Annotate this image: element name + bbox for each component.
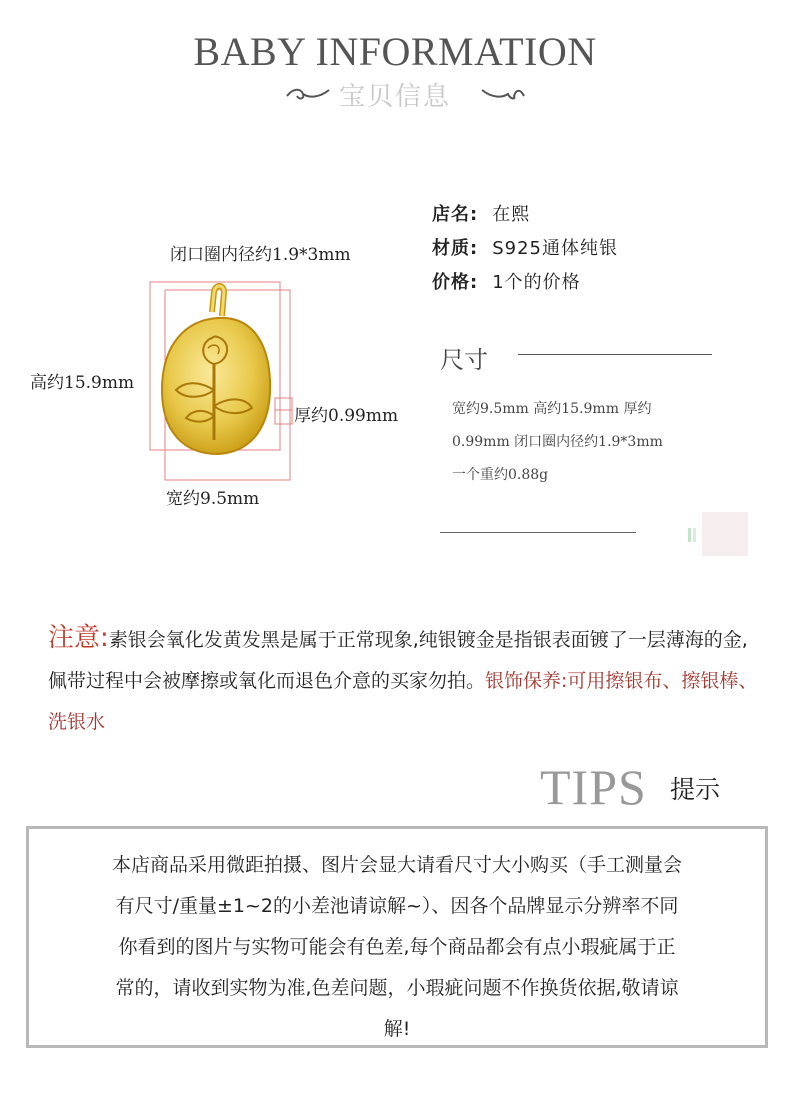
info-row-shop — [432, 200, 530, 226]
tips-heading-cn: 提示 — [670, 775, 721, 804]
info-row-material — [432, 234, 618, 260]
dim-height-label: 高约15.9mm — [30, 373, 135, 393]
page-subtitle: 宝贝信息 — [338, 82, 451, 112]
size-line: 宽约9.5mm 高约15.9mm 厚约 — [452, 401, 652, 417]
note-label: 注意: — [48, 623, 109, 653]
info-key: 店名: — [432, 204, 479, 225]
tips-line: 常的，请收到实物为准,色差问题，小瑕疵问题不作换货依据,敬请谅 — [115, 977, 679, 999]
size-bottom-divider — [440, 532, 636, 533]
info-key: 价格: — [432, 272, 479, 293]
tips-line: 你看到的图片与实物可能会有色差,每个商品都会有点小瑕疵属于正 — [118, 936, 676, 958]
dim-width-label: 宽约9.5mm — [166, 489, 260, 509]
tips-line: 有尺寸/重量±1~2的小差池请谅解~）、因各个品牌显示分辨率不同 — [115, 895, 679, 917]
note-care-text: 银饰保养:可用擦银布、擦银棒、洗银水 — [48, 670, 758, 733]
info-key: 材质: — [432, 238, 479, 259]
decorative-swatch-icon — [688, 512, 748, 556]
note-body: 素银会氧化发黄发黑是属于正常现象,纯银镀金是指银表面镀了一层薄海的金,佩带过程中会被摩擦或氧化而退色介意的买家勿拍。 — [48, 629, 748, 692]
size-heading: 尺寸 — [440, 346, 488, 374]
info-value: 在熙 — [492, 204, 531, 225]
product-figure — [0, 230, 430, 520]
info-value: 1个的价格 — [492, 272, 581, 293]
size-line: 0.99mm 闭口圈内径约1.9*3mm — [452, 434, 663, 450]
tips-line: 解! — [383, 1018, 411, 1040]
info-row-price — [432, 268, 581, 294]
note-paragraph — [48, 618, 760, 743]
tips-heading-en: TIPS — [540, 759, 647, 815]
dim-opening-label: 闭口圈内径约1.9*3mm — [170, 245, 351, 265]
size-divider — [518, 354, 712, 355]
right-swirl-ornament-icon — [480, 84, 526, 104]
tips-text — [60, 845, 734, 1050]
size-line: 一个重约0.88g — [452, 467, 549, 483]
subtitle-row — [0, 76, 790, 116]
dim-thickness-label: 厚约0.99mm — [294, 406, 399, 426]
tips-line: 本店商品采用微距拍摄、图片会显大请看尺寸大小购买（手工测量会 — [111, 854, 682, 876]
page-title: BABY INFORMATION — [193, 29, 597, 74]
info-value: S925通体纯银 — [492, 238, 618, 259]
